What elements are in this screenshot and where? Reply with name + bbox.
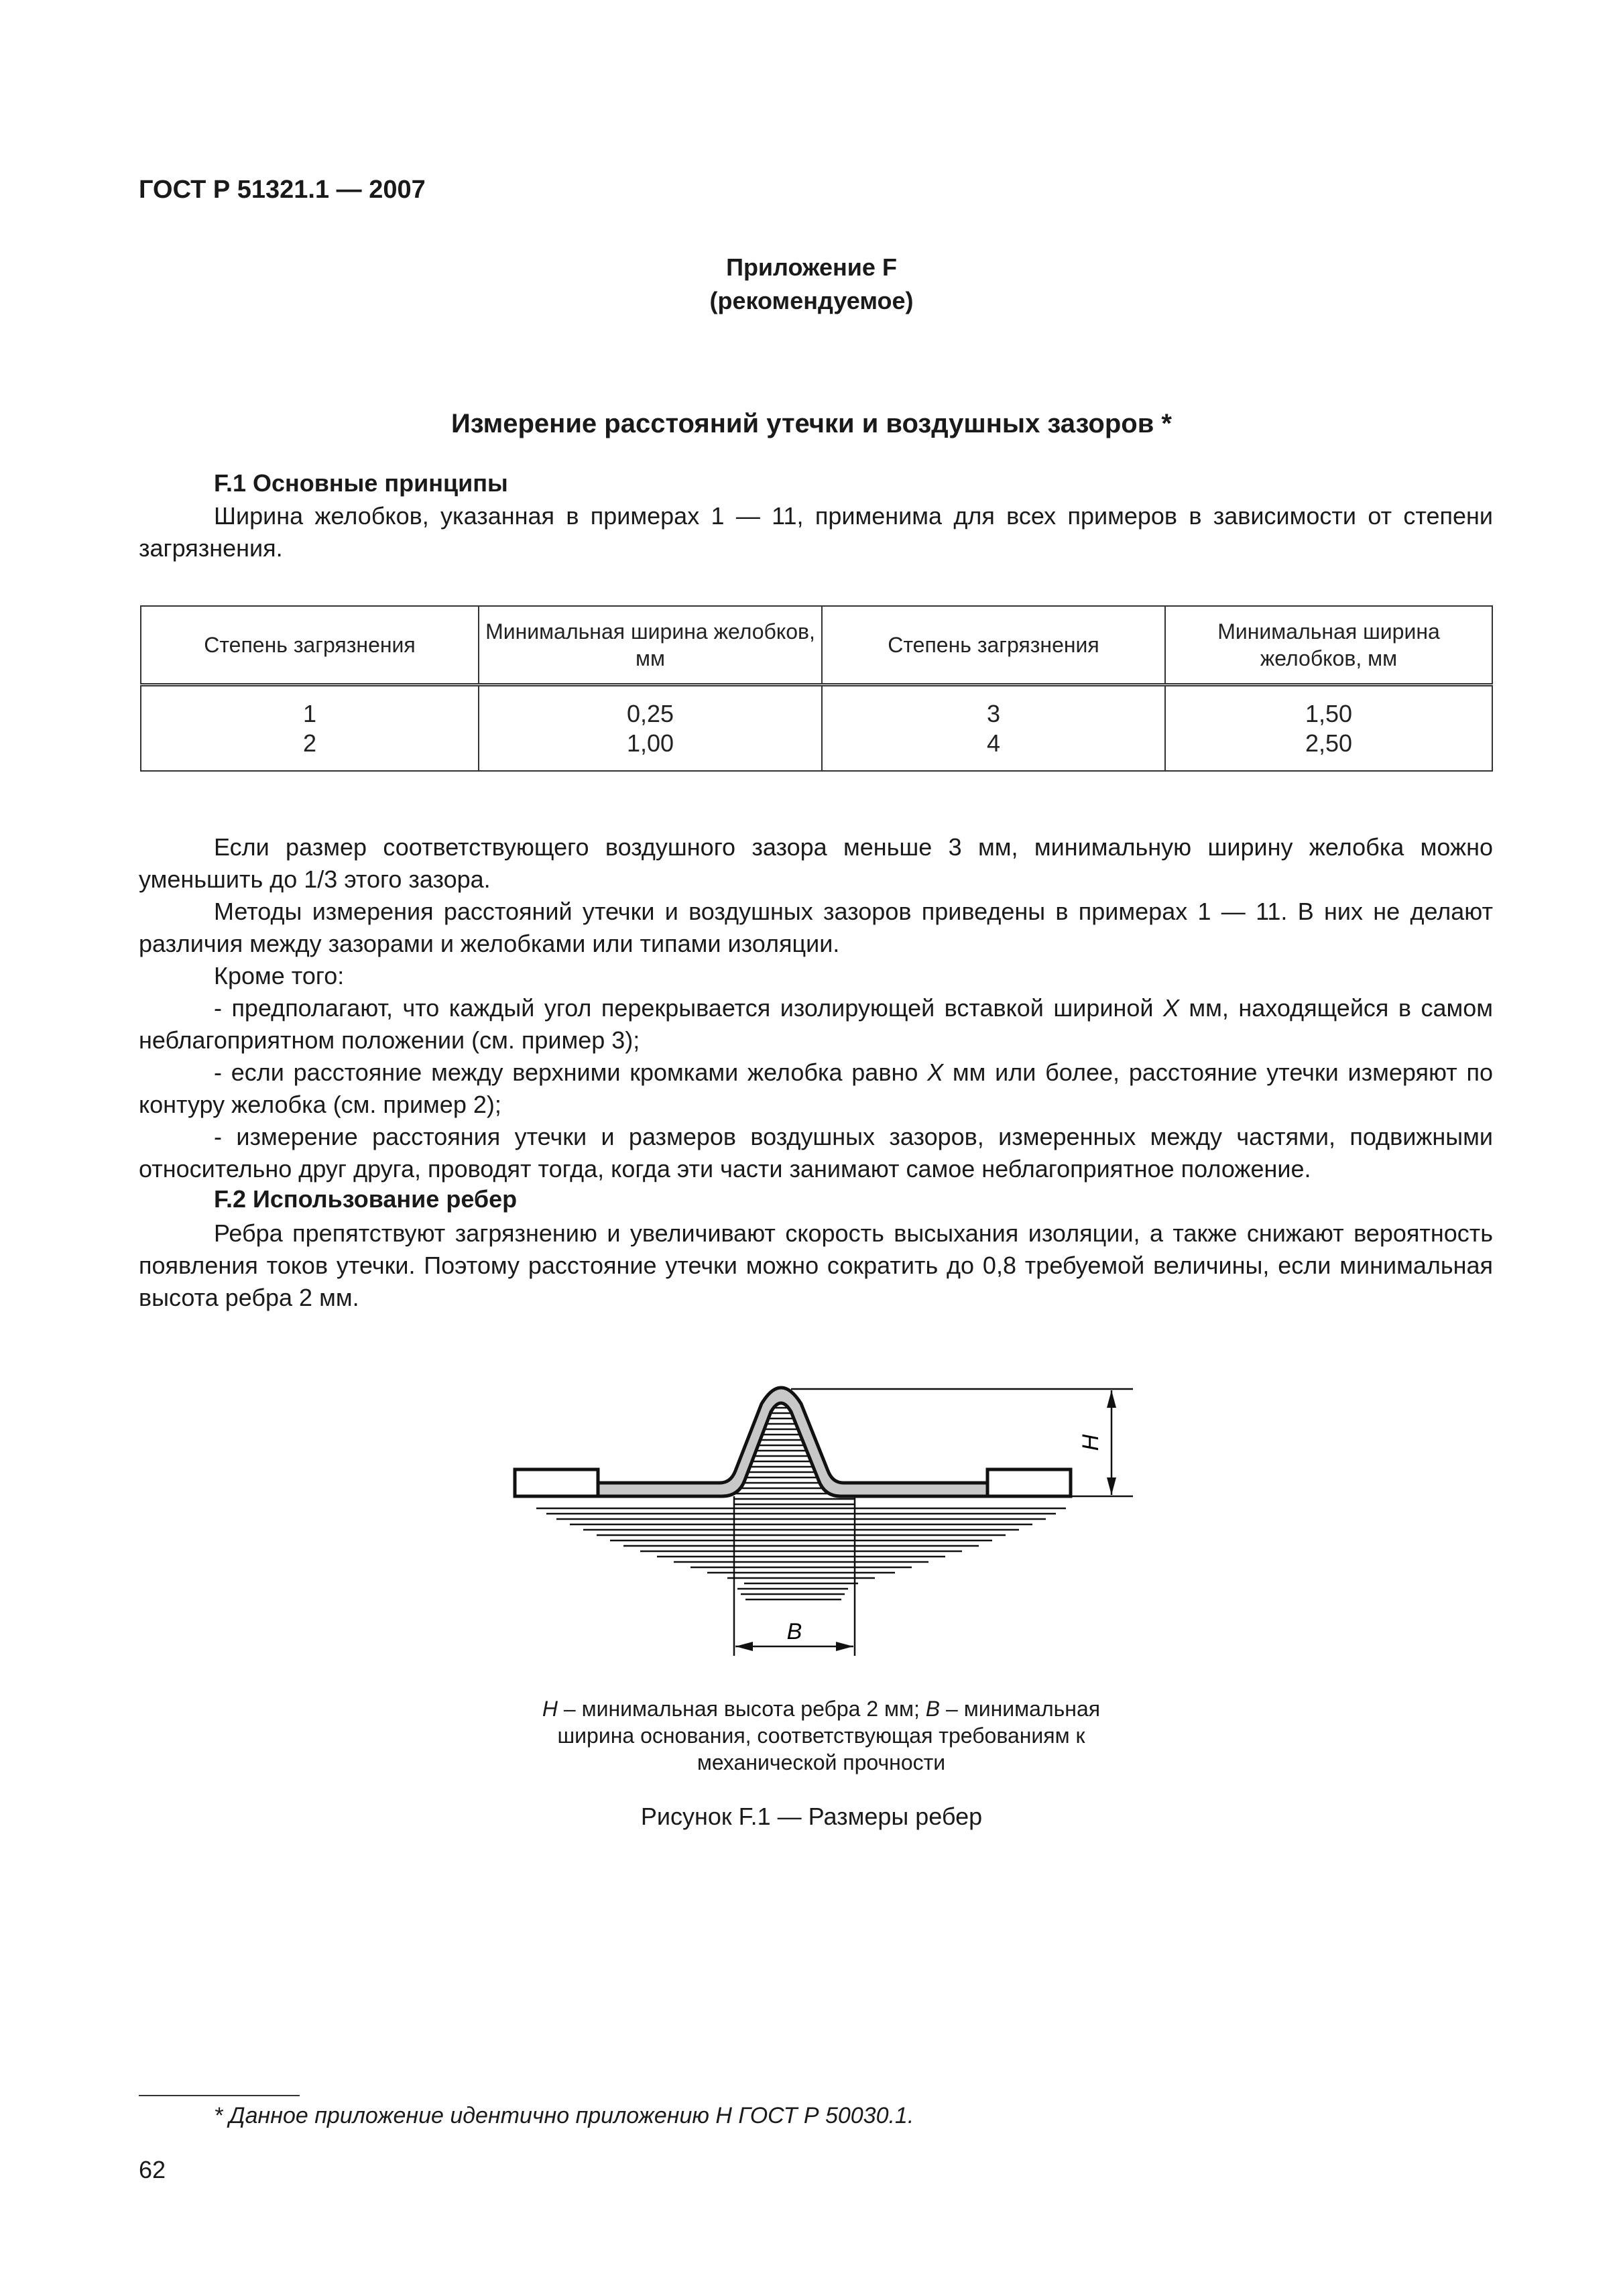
table-cell: 1 2 — [141, 685, 479, 772]
text-run: – минимальная высота ребра 2 мм; — [558, 1697, 926, 1721]
paragraph: Кроме того: — [214, 962, 345, 989]
paragraph: - измерение расстояния утечки и размеров воздушных зазоров, измеренных между частями, подвижными относительно друг друга, проводят тогда, когда эти части занимают самое неблагоприятное положение. — [139, 1123, 1493, 1183]
insulating-plate — [598, 1388, 987, 1496]
right-block — [987, 1469, 1071, 1496]
paragraph: Методы измерения расстояний утечки и воздушных зазоров приведены в примерах 1 — 11. В них не делают различия между зазорами и желобками или типами изоляции. — [139, 898, 1493, 957]
figure-caption: Рисунок F.1 — Размеры ребер — [640, 1803, 983, 1830]
variable: H — [542, 1697, 558, 1721]
annex-title: Приложение F — [726, 253, 897, 281]
footnote-rule — [139, 2095, 300, 2096]
table-cell: 1,50 2,50 — [1165, 685, 1492, 772]
table-header-cell: Степень загрязнения — [141, 606, 479, 685]
text-run: - предполагают, что каждый угол перекрывается изолирующей вставкой шириной — [214, 994, 1163, 1022]
variable: B — [925, 1697, 941, 1721]
table-cell: 3 4 — [822, 685, 1165, 772]
figure-legend — [503, 1695, 1140, 1776]
table-header-cell: Минимальная ширина желобков, мм — [479, 606, 822, 685]
left-block — [515, 1469, 598, 1496]
main-title: Измерение расстояний утечки и воздушных зазоров * — [451, 409, 1172, 438]
arrow-icon — [1107, 1390, 1116, 1408]
table-header-cell: Минимальная ширина желобков, мм — [1165, 606, 1492, 685]
section-f2-text: Ребра препятствуют загрязнению и увеличивают скорость высыхания изоляции, а также снижают вероятность появления токов утечки. Поэтому расстояние утечки можно сократить до 0,8 требуемой величины, если минимальная высота ребра 2 мм. — [139, 1219, 1493, 1311]
b-label: B — [786, 1619, 802, 1644]
table-cell: 0,25 1,00 — [479, 685, 822, 772]
text-run: мм или более, расстояние утечки измеряют по контуру желобка (см. пример 2); — [139, 1059, 1494, 1118]
arrow-icon — [1107, 1477, 1116, 1495]
base-hatching — [536, 1508, 1066, 1599]
section-f1-heading: F.1 Основные принципы — [214, 469, 508, 497]
arrow-icon — [836, 1642, 853, 1651]
variable: X — [1162, 994, 1179, 1022]
paragraph — [139, 992, 1493, 1056]
variable: X — [927, 1059, 944, 1086]
section-f2-heading: F.2 Использование ребер — [214, 1185, 518, 1213]
annex-status: (рекомендуемое) — [709, 287, 914, 314]
document-header: ГОСТ Р 51321.1 — 2007 — [139, 176, 426, 204]
page-number: 62 — [139, 2156, 166, 2183]
paragraph: Если размер соответствующего воздушного зазора меньше 3 мм, минимальную ширину желобка можно уменьшить до 1/3 этого зазора. — [139, 833, 1493, 893]
table-header-row — [141, 606, 1492, 685]
table-header-cell: Степень загрязнения — [822, 606, 1165, 685]
rib-figure — [496, 1381, 1153, 1663]
text-run: – минимальная ширина основания, соответствующая требованиям к механической прочности — [557, 1697, 1101, 1774]
footnote: * Данное приложение идентично приложению Н ГОСТ Р 50030.1. — [214, 2103, 914, 2128]
table-row — [141, 685, 1492, 772]
text-run: - если расстояние между верхними кромками желобка равно — [214, 1059, 928, 1086]
paragraph — [139, 1056, 1493, 1121]
h-label: H — [1078, 1434, 1103, 1451]
pollution-table — [140, 605, 1493, 772]
text-run: мм, находящейся в самом неблагоприятном положении (см. пример 3); — [139, 994, 1493, 1054]
section-f1-intro: Ширина желобков, указанная в примерах 1 — 11, применима для всех примеров в зависимости от степени загрязнения. — [139, 502, 1493, 562]
arrow-icon — [735, 1642, 753, 1651]
